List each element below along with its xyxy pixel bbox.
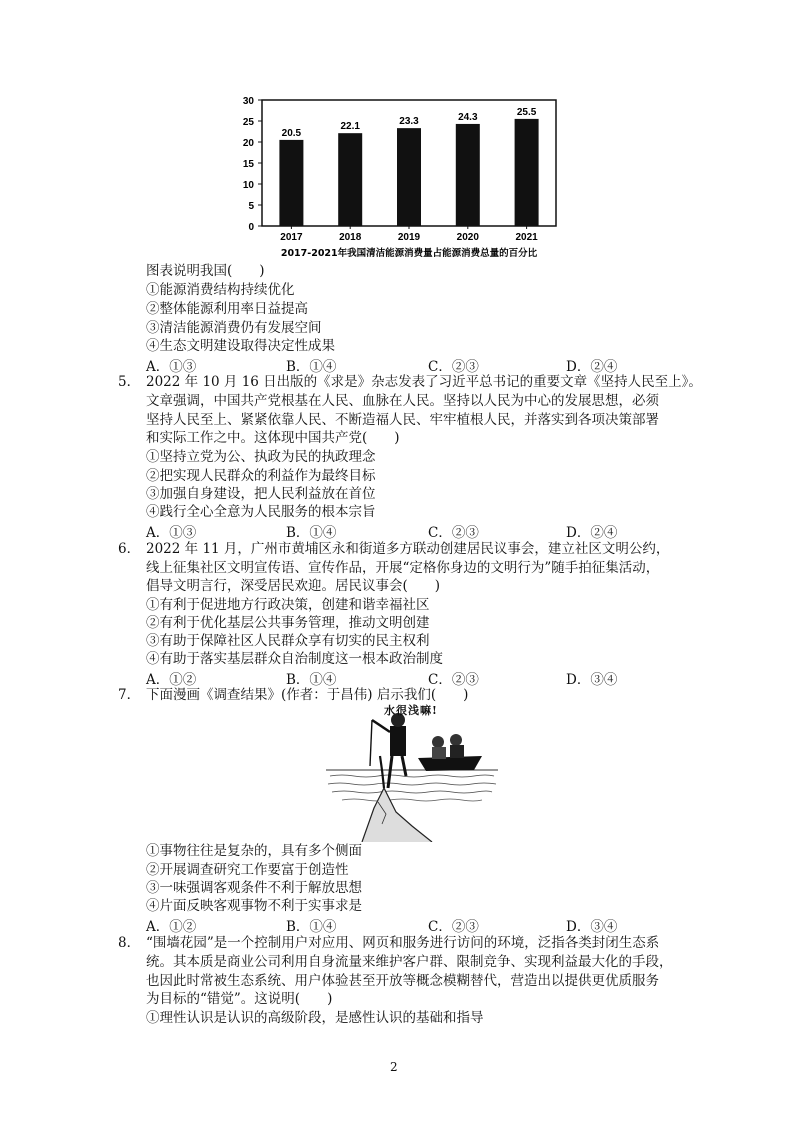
- q7-option-4: ④片面反映客观事物不利于实事求是: [146, 898, 362, 914]
- q8-line-1: “围墙花园”是一个控制用户对应用、网页和服务进行访问的环境，泛指各类封闭生态系: [146, 935, 660, 951]
- y-tick-label: 0: [248, 222, 254, 233]
- q5-number: 5．: [118, 374, 141, 390]
- q4-choice-a[interactable]: A．①③: [146, 359, 197, 375]
- data-label: 24.3: [458, 111, 478, 123]
- q8-line-2: 统。其本质是商业公司利用自身流量来维护客户群、限制竞争、实现利益最大化的手段，: [146, 954, 673, 970]
- q6-choice-c[interactable]: C．②③: [428, 672, 479, 688]
- q4-stem: 图表说明我国( ): [146, 263, 265, 279]
- q5-choice-c[interactable]: C．②③: [428, 525, 479, 541]
- q4-option-4: ④生态文明建设取得决定性成果: [146, 338, 335, 354]
- q7-option-3: ③一味强调客观条件不利于解放思想: [146, 880, 362, 896]
- q4-choice-c[interactable]: C．②③: [428, 359, 479, 375]
- x-tick-label: 2018: [339, 232, 362, 243]
- q7-choice-c[interactable]: C．②③: [428, 919, 479, 935]
- q6-choices: [146, 668, 616, 686]
- q6-line-3: 倡导文明言行，深受居民欢迎。居民议事会( ): [146, 578, 441, 594]
- data-label: 23.3: [399, 116, 419, 128]
- q7-option-2: ②开展调查研究工作要富于创造性: [146, 862, 349, 878]
- data-label: 25.5: [516, 106, 537, 118]
- q7-option-1: ①事物往往是复杂的，具有多个侧面: [146, 843, 362, 859]
- cartoon-image: [322, 696, 502, 842]
- q4-option-3: ③清洁能源消费仍有发展空间: [146, 320, 322, 336]
- q6-choice-d[interactable]: D．③④: [566, 672, 618, 688]
- data-label: 22.1: [340, 121, 360, 133]
- cartoon-caption: 水很浅嘛!: [384, 704, 438, 717]
- x-tick-label: 2017: [280, 232, 303, 243]
- q4-choice-d[interactable]: D．②④: [566, 359, 618, 375]
- q5-choice-a[interactable]: A．①③: [146, 525, 197, 541]
- bar-2019: [397, 128, 421, 226]
- q6-number: 6．: [118, 541, 141, 557]
- q5-option-4: ④践行全心全意为人民服务的根本宗旨: [146, 504, 376, 520]
- q8-line-4: 为目标的“错觉”。这说明( ): [146, 991, 333, 1007]
- bar-2021: [515, 119, 539, 226]
- y-tick-label: 5: [248, 201, 254, 212]
- q6-line-1: 2022 年 11 月，广州市黄埔区永和街道多方联动创建居民议事会，建立社区文明公约，: [146, 541, 670, 557]
- q7-choice-b[interactable]: B．①④: [286, 919, 337, 935]
- q6-option-3: ③有助于保障社区人民群众享有切实的民主权利: [146, 633, 430, 649]
- page-number: 2: [390, 1060, 398, 1074]
- x-tick-label: 2020: [456, 232, 479, 243]
- q8-number: 8．: [118, 935, 141, 951]
- q4-choice-b[interactable]: B．①④: [286, 359, 337, 375]
- q5-line-3: 坚持人民至上、紧紧依靠人民、不断造福人民、牢牢植根人民，并落实到各项决策部署: [146, 412, 659, 428]
- q7-choice-d[interactable]: D．③④: [566, 919, 618, 935]
- y-tick-label: 25: [242, 117, 254, 128]
- chart-title: 2017-2021年我国清洁能源消费量占能源消费总量的百分比: [280, 248, 538, 259]
- y-tick-label: 10: [242, 180, 254, 191]
- q4-choices: [146, 355, 616, 373]
- q6-line-2: 线上征集社区文明宣传语、宣传作品，开展“定格你身边的文明行为”随手拍征集活动，: [146, 560, 660, 576]
- q4-option-1: ①能源消费结构持续优化: [146, 282, 295, 298]
- chart-svg: [226, 92, 566, 262]
- q6-choice-a[interactable]: A．①②: [146, 672, 197, 688]
- q6-option-2: ②有利于优化基层公共事务管理，推动文明创建: [146, 615, 430, 631]
- q5-choices: [146, 521, 616, 539]
- q5-line-4: 和实际工作之中。这体现中国共产党( ): [146, 430, 400, 446]
- y-tick-label: 15: [242, 159, 254, 170]
- q5-choice-d[interactable]: D．②④: [566, 525, 618, 541]
- bar-2018: [338, 133, 362, 226]
- q8-option-1: ①理性认识是认识的高级阶段，是感性认识的基础和指导: [146, 1010, 484, 1026]
- q7-choices: [146, 915, 616, 933]
- q5-line-2: 文章强调，中国共产党根基在人民、血脉在人民。坚持以人民为中心的发展思想，必须: [146, 393, 659, 409]
- q7-number: 7．: [118, 687, 141, 703]
- x-tick-label: 2019: [397, 232, 421, 243]
- q8-line-3: 也因此时常被生态系统、用户体验甚至开放等概念模糊替代，营造出以提供更优质服务: [146, 973, 659, 989]
- q6-choice-b[interactable]: B．①④: [286, 672, 337, 688]
- x-tick-label: 2021: [515, 232, 538, 243]
- bar-2020: [456, 124, 480, 226]
- bar-2017: [279, 140, 303, 226]
- y-tick-label: 20: [242, 138, 254, 149]
- q5-line-1: 2022 年 10 月 16 日出版的《求是》杂志发表了习近平总书记的重要文章《坚持人民至上》。: [146, 374, 702, 390]
- y-tick-label: 30: [242, 96, 254, 107]
- q7-line-1: 下面漫画《调查结果》(作者：于昌伟) 启示我们( ): [146, 687, 469, 703]
- q5-option-2: ②把实现人民群众的利益作为最终目标: [146, 468, 376, 484]
- q6-option-4: ④有助于落实基层群众自治制度这一根本政治制度: [146, 651, 443, 667]
- q5-choice-b[interactable]: B．①④: [286, 525, 337, 541]
- q6-option-1: ①有利于促进地方行政决策，创建和谐幸福社区: [146, 597, 430, 613]
- q4-option-2: ②整体能源利用率日益提高: [146, 301, 308, 317]
- bar-chart: [226, 92, 566, 262]
- data-label: 20.5: [281, 127, 302, 139]
- q7-choice-a[interactable]: A．①②: [146, 919, 197, 935]
- q5-option-1: ①坚持立党为公、执政为民的执政理念: [146, 449, 376, 465]
- q5-option-3: ③加强自身建设，把人民利益放在首位: [146, 486, 376, 502]
